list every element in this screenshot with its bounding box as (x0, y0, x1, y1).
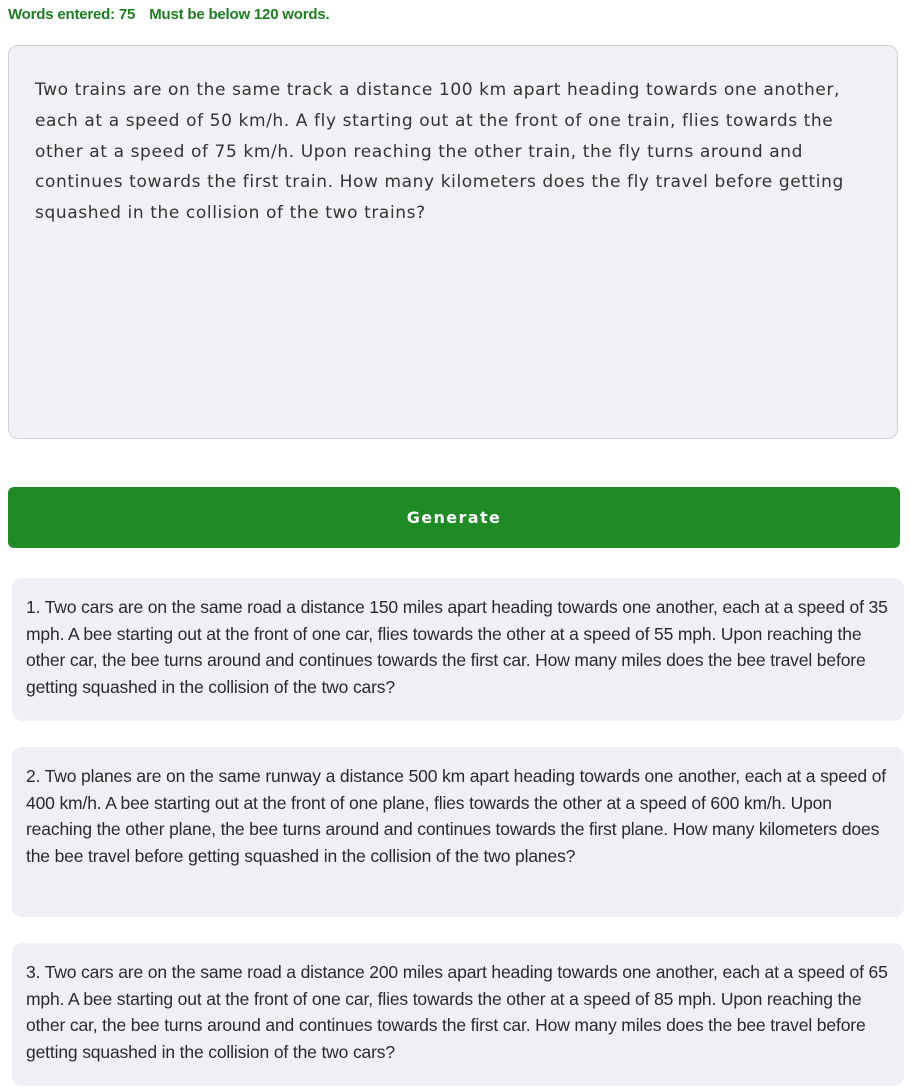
prompt-textarea[interactable]: Two trains are on the same track a distance 100 km apart heading towards one another, each at a speed of 50 km/h. A fly starting out at the front of one train, flies towards the other at a speed of 75 km/h. Upon reaching the other train, the fly turns around and continues towards the first train. How many kilometers does the fly travel before getting squashed in the collision of the two trains? (8, 45, 898, 439)
result-card-1: 1. Two cars are on the same road a distance 150 miles apart heading towards one another, each at a speed of 35 mph. A bee starting out at the front of one car, flies towards the other at a speed of 55 mph. Upon reaching the other car, the bee turns around and continues towards the first car. How many miles does the bee travel before getting squashed in the collision of the two cars? (12, 578, 904, 721)
word-count-status (8, 6, 329, 23)
words-entered-label: Words entered: 75 (8, 6, 136, 23)
result-card-3: 3. Two cars are on the same road a distance 200 miles apart heading towards one another, each at a speed of 65 mph. A bee starting out at the front of one car, flies towards the other at a speed of 85 mph. Upon reaching the other car, the bee turns around and continues towards the first car. How many miles does the bee travel before getting squashed in the collision of the two cars? (12, 943, 904, 1086)
word-limit-note: Must be below 120 words. (149, 6, 330, 23)
generate-button[interactable] (8, 487, 900, 548)
generate-button-label: Generate (406, 508, 502, 527)
result-card-2: 2. Two planes are on the same runway a distance 500 km apart heading towards one another, each at a speed of 400 km/h. A bee starting out at the front of one plane, flies towards the other at a speed of 600 km/h. Upon reaching the other plane, the bee turns around and continues towards the first plane. How many kilometers does the bee travel before getting squashed in the collision of the two planes? (12, 747, 904, 917)
